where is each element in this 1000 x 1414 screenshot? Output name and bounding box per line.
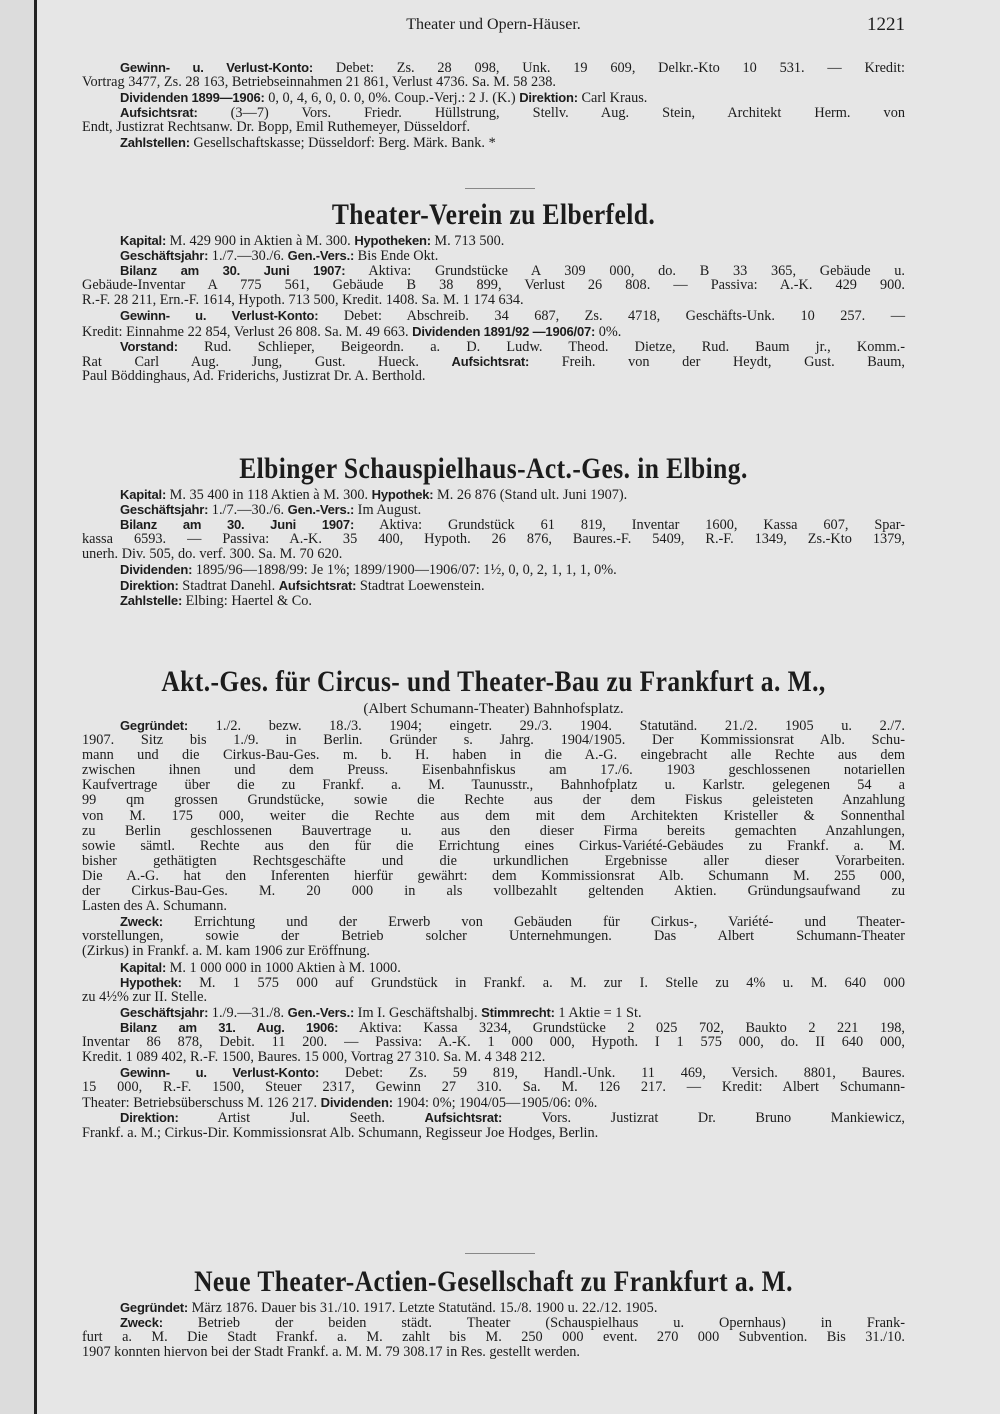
text-line	[82, 960, 905, 975]
field-text: 1./7.—30./6.	[208, 502, 288, 519]
field-label: Dividenden 1899—1906:	[120, 90, 265, 106]
text-line	[82, 369, 905, 384]
text-line	[82, 763, 905, 778]
field-text: Kredit: Einnahme 22 854, Verlust 26 808. Sa. M. 49 663.	[82, 323, 413, 340]
text-line	[82, 578, 905, 593]
field-text: kassa 6593. — Passiva: A.-K. 35 400, Hypoth. 26 876, Baures.-F. 5409, R.-F. 1349, Zs.-Kto 1379,	[82, 531, 905, 548]
field-label: Kapital:	[120, 487, 167, 502]
text-line	[82, 120, 905, 135]
field-text: Frankf. a. M.; Cirkus-Dir. Kommissionsrat Alb. Schumann, Regisseur Joe Hodges, Berlin.	[82, 1124, 599, 1141]
field-label: Gewinn- u. Verlust-Konto:	[120, 308, 319, 324]
field-text: mann und die Cirkus-Bau-Ges. m. b. H. haben in die A.-G. eingebracht alle Rechte aus dem	[82, 747, 905, 764]
field-label: Gen.-Vers.:	[287, 248, 355, 264]
field-label: Bilanz am 30. Juni 1907:	[120, 517, 355, 533]
field-label: Gewinn- u. Verlust-Konto:	[120, 1065, 320, 1081]
field-label: Kapital:	[120, 233, 167, 248]
text-line	[82, 1095, 905, 1110]
field-label: Gegründet:	[120, 718, 189, 733]
field-text: Rud. Schlieper, Beigeordn. a. D. Ludw. Theod. Dietze, Rud. Baum jr., Komm.-	[177, 338, 905, 355]
entry-theater-verein-elberfeld	[82, 197, 905, 384]
field-label: Gegründet:	[120, 1300, 189, 1315]
field-text: Inventar 86 878, Debit. 11 200. — Passiva: A.-K. 1 000 000, Hypoth. I 1 575 000, do. II 640 000,	[82, 1033, 905, 1050]
field-text: 1895/96—1898/99: Je 1%; 1899/1900—1906/07: 1½, 0, 0, 2, 1, 1, 1, 0%.	[192, 562, 617, 579]
entry-duesseldorf-continued	[82, 60, 905, 151]
field-label: Aufsichtsrat:	[278, 577, 357, 593]
text-line	[82, 793, 905, 808]
section-subtitle: (Albert Schumann-Theater) Bahnhofsplatz.	[363, 701, 624, 717]
field-label: Dividenden:	[320, 1095, 393, 1111]
field-text: Aktiva: Grundstück 61 819, Inventar 1600, Kassa 607, Spar-	[354, 517, 905, 534]
text-line	[82, 1080, 905, 1095]
text-line	[82, 105, 905, 120]
field-text: 1./2. bezw. 18./3. 1904; eingetr. 29./3. 1904. Statutänd. 21./2. 1905 u. 2./7.	[188, 718, 905, 734]
text-line	[82, 308, 905, 323]
field-text: Freih. von der Heydt, Gust. Baum,	[529, 353, 905, 370]
field-text: zu Berlin geschlossenen Bauvertrage u. aus den dieser Firma bereits gemachten Anzahlungen,	[82, 822, 905, 839]
field-text: Vortrag 3477, Zs. 28 163, Betriebseinnahmen 21 861, Verlust 4736. Sa. M. 58 238.	[82, 74, 557, 91]
section-title: Neue Theater-Actien-Gesellschaft zu Frankfurt a. M.	[194, 1265, 793, 1298]
field-text: zu 4½% zur II. Stelle.	[82, 988, 208, 1005]
field-text: Im August.	[354, 502, 422, 519]
separator-rule	[465, 188, 535, 189]
field-text: bisher gethätigten Rechtsgeschäfte und die urkundlichen Ergebnisse aller dieser Vorarbeiten.	[82, 852, 905, 869]
text-line	[82, 778, 905, 793]
field-text: (3—7) Vors. Friedr. Hüllstrung, Stellv. Aug. Stein, Architekt Herm. von	[197, 105, 905, 122]
field-label: Gewinn- u. Verlust-Konto:	[120, 60, 314, 75]
field-text: Errichtung und der Erwerb von Gebäuden für Cirkus-, Variété- und Theater-	[162, 914, 905, 931]
text-line	[82, 339, 905, 354]
text-line	[82, 1005, 905, 1020]
field-text: Bis Ende Okt.	[354, 248, 439, 265]
field-text: M. 1 000 000 in 1000 Aktien à M. 1000.	[166, 959, 401, 976]
field-label: Zahlstelle:	[120, 592, 183, 608]
text-line	[82, 824, 905, 839]
text-line	[82, 562, 905, 577]
field-text: R.-F. 28 211, Ern.-F. 1614, Hypoth. 713 500, Kredit. 1408. Sa. M. 1 174 634.	[82, 292, 524, 309]
entry-elbinger-schauspielhaus	[82, 451, 905, 608]
field-text: 1./7.—30./6.	[208, 248, 288, 265]
text-line	[82, 899, 905, 914]
page-number: 1221	[867, 14, 905, 35]
field-label: Direktion:	[120, 577, 179, 593]
separator-rule	[465, 1253, 535, 1254]
text-line	[82, 487, 905, 502]
field-text: Kaufvertrage über die zu Frankf. a. M. Taunusstr., Bahnhofplatz u. Karlstr. gelegenen 54 a	[82, 777, 905, 794]
field-label: Aufsichtsrat:	[451, 353, 530, 369]
field-text: Paul Böddinghaus, Ad. Friderichs, Justizrat Dr. A. Berthold.	[82, 367, 426, 384]
text-line	[82, 809, 905, 824]
scan-page-edge	[0, 0, 37, 1414]
text-line	[82, 975, 905, 990]
field-text: Elbing: Haertel & Co.	[182, 592, 312, 609]
field-label: Zweck:	[120, 1315, 163, 1331]
text-line	[82, 1110, 905, 1125]
text-line	[82, 532, 905, 547]
text-line	[82, 1020, 905, 1035]
field-text: Betrieb der beiden städt. Theater (Schauspielhaus u. Opernhaus) in Frank-	[162, 1315, 905, 1332]
field-text: M. 26 876 (Stand ult. Juni 1907).	[433, 487, 628, 503]
text-line	[82, 248, 905, 263]
text-line	[82, 1126, 905, 1141]
text-line	[82, 1065, 905, 1080]
field-text: Gesellschaftskasse; Düsseldorf: Berg. Märk. Bank. *	[189, 135, 496, 152]
field-text: M. 35 400 in 118 Aktien à M. 300.	[166, 487, 372, 503]
text-line	[82, 1300, 905, 1315]
field-text: Gebäude-Inventar A 775 561, Gebäude B 38 899, Verlust 26 808. — Passiva: A.-K. 429 900.	[82, 277, 905, 294]
text-line	[82, 502, 905, 517]
text-line	[82, 929, 905, 944]
field-text: Kredit. 1 089 402, R.-F. 1500, Baures. 15 000, Vortrag 27 310. Sa. M. 4 348 212.	[82, 1049, 546, 1066]
text-line	[82, 1345, 905, 1360]
text-line	[82, 884, 905, 899]
field-text: 1./9.—31./8.	[208, 1004, 288, 1021]
field-text: 1907 konnten hiervon bei der Stadt Frankf. a. M. M. 79 308.17 in Res. gestellt werden.	[82, 1344, 580, 1361]
text-line	[82, 944, 905, 959]
field-label: Hypotheken:	[354, 233, 431, 248]
field-label: Zweck:	[120, 914, 163, 930]
field-text: 1907. Sitz bis 1./9. in Berlin. Gründer s. Jahrg. 1904/1905. Der Kommissionsrat Alb. Schu-	[82, 732, 905, 749]
field-text: 99 qm grossen Grundstücke, sowie die Rechte aus der dem Fiskus geleisteten Anzahlung	[82, 792, 905, 809]
field-label: Geschäftsjahr:	[120, 248, 209, 264]
field-text: 1904: 0%; 1904/05—1905/06: 0%.	[392, 1095, 598, 1112]
text-line	[82, 233, 905, 248]
entry-neue-theater-actien-gesellschaft	[82, 1264, 905, 1360]
text-line	[82, 517, 905, 532]
field-text: Debet: Zs. 28 098, Unk. 19 609, Delkr.-Kto 10 531. — Kredit:	[313, 60, 905, 76]
field-text: der Cirkus-Bau-Ges. M. 20 000 in als vollbezahlt geltenden Aktien. Gründungsaufwand zu	[82, 883, 905, 900]
field-label: Zahlstellen:	[120, 135, 190, 151]
field-label: Hypothek:	[120, 974, 182, 990]
section-title: Theater-Verein zu Elberfeld.	[331, 198, 656, 231]
text-line	[82, 354, 905, 369]
field-text: M. 429 900 in Aktien à M. 300.	[166, 233, 355, 249]
field-label: Kapital:	[120, 959, 167, 975]
field-label: Bilanz am 30. Juni 1907:	[120, 263, 346, 279]
text-line	[82, 1050, 905, 1065]
field-label: Direktion:	[519, 90, 578, 106]
field-label: Bilanz am 31. Aug. 1906:	[120, 1019, 339, 1035]
field-text: von M. 175 000, weiter die Rechte aus dem mit dem Architekten Kristeller & Sonnenthal	[82, 807, 905, 824]
text-line	[82, 854, 905, 869]
field-text: Lasten des A. Schumann.	[82, 898, 227, 915]
field-label: Dividenden:	[120, 562, 193, 578]
field-text: Aktiva: Grundstücke A 309 000, do. B 33 365, Gebäude u.	[345, 263, 906, 280]
field-label: Direktion:	[120, 1110, 179, 1126]
field-text: 0%.	[595, 323, 622, 340]
field-text: M. 1 575 000 auf Grundstück in Frankf. a. M. zur I. Stelle zu 4% u. M. 640 000	[181, 974, 905, 991]
field-text: Carl Kraus.	[577, 90, 648, 107]
text-line	[82, 90, 905, 105]
text-line	[82, 839, 905, 854]
field-label: Hypothek:	[371, 487, 434, 502]
text-line	[82, 1330, 905, 1345]
field-text: Stadtrat Loewenstein.	[356, 577, 485, 594]
text-line	[82, 914, 905, 929]
field-text: Debet: Zs. 59 819, Handl.-Unk. 11 469, Versich. 8801, Baures.	[319, 1065, 905, 1082]
field-text: zwischen ihnen und dem Preuss. Eisenbahnfiskus am 17./6. 1903 geschlossenen notariellen	[82, 762, 905, 779]
text-line	[82, 733, 905, 748]
field-text: Endt, Justizrat Rechtsanw. Dr. Bopp, Emil Ruthemeyer, Düsseldorf.	[82, 119, 471, 136]
field-label: Geschäftsjahr:	[120, 1004, 209, 1020]
text-line	[82, 60, 905, 75]
text-line	[82, 293, 905, 308]
text-line	[82, 278, 905, 293]
field-label: Stimmrecht:	[481, 1004, 555, 1020]
text-line	[82, 990, 905, 1005]
text-line	[82, 718, 905, 733]
field-text: Stadtrat Danehl.	[178, 577, 279, 594]
text-line	[82, 869, 905, 884]
field-text: 15 000, R.-F. 1500, Steuer 2317, Gewinn 27 310. Sa. M. 126 217. — Kredit: Albert Schumann-	[82, 1079, 905, 1096]
field-text: vorstellungen, sowie der Betrieb solcher Unternehmungen. Das Albert Schumann-Theater	[82, 928, 905, 945]
text-line	[82, 324, 905, 339]
field-text: Vors. Justizrat Dr. Bruno Mankiewicz,	[502, 1110, 906, 1127]
text-line	[82, 1035, 905, 1050]
field-label: Geschäftsjahr:	[120, 502, 209, 518]
section-title: Akt.-Ges. für Circus- und Theater-Bau zu Frankfurt a. M.,	[161, 665, 826, 698]
text-line	[82, 1315, 905, 1330]
field-text: 0, 0, 4, 6, 0, 0. 0, 0%. Coup.-Verj.: 2 J. (K.)	[264, 90, 520, 107]
field-label: Aufsichtsrat:	[424, 1110, 503, 1126]
text-line	[82, 263, 905, 278]
field-text: 1 Aktie = 1 St.	[554, 1004, 642, 1021]
field-text: M. 713 500.	[430, 233, 505, 249]
field-label: Aufsichtsrat:	[120, 105, 198, 121]
field-text: Im I. Geschäftshalbj.	[354, 1004, 482, 1021]
field-text: Aktiva: Kassa 3234, Grundstücke 2 025 702, Baukto 2 221 198,	[338, 1019, 905, 1036]
field-text: unerh. Div. 505, do. verf. 300. Sa. M. 70 620.	[82, 546, 343, 563]
field-text: Theater: Betriebsüberschuss M. 126 217.	[82, 1095, 321, 1112]
field-text: Artist Jul. Seeth.	[178, 1110, 425, 1127]
text-line	[82, 593, 905, 608]
field-text: Debet: Abschreib. 34 687, Zs. 4718, Geschäfts-Unk. 10 257. —	[318, 308, 905, 325]
running-header	[82, 16, 905, 38]
field-label: Gen.-Vers.:	[287, 1004, 355, 1020]
text-line	[82, 748, 905, 763]
running-title: Theater und Opern-Häuser.	[406, 16, 581, 33]
field-text: furt a. M. Die Stadt Frankf. a. M. zahlt bis M. 250 000 event. 270 000 Subvention. Bis 31./10.	[82, 1329, 905, 1346]
section-title: Elbinger Schauspielhaus-Act.-Ges. in Elbing.	[239, 452, 748, 485]
text-line	[82, 547, 905, 562]
text-line	[82, 135, 905, 150]
entry-circus-theater-bau-frankfurt	[82, 664, 905, 1141]
field-label: Dividenden 1891/92 —1906/07:	[412, 323, 596, 339]
field-label: Vorstand:	[120, 338, 178, 354]
field-text: März 1876. Dauer bis 31./10. 1917. Letzte Statutänd. 15./8. 1900 u. 22./12. 1905.	[188, 1300, 658, 1316]
field-text: (Zirkus) in Frankf. a. M. kam 1906 zur Eröffnung.	[82, 943, 370, 960]
field-text: Die A.-G. hat den Inferenten hierfür gewährt: dem Kommissionsrat Alb. Schumann M. 255 000,	[82, 867, 905, 884]
field-label: Gen.-Vers.:	[287, 502, 355, 518]
field-text: sowie sämtl. Rechte aus den für die Errichtung eines Cirkus-Variété-Gebäudes zu Frankf. a. M.	[82, 837, 905, 854]
field-text: Rat Carl Aug. Jung, Gust. Hueck.	[82, 353, 452, 370]
text-line	[82, 75, 905, 90]
